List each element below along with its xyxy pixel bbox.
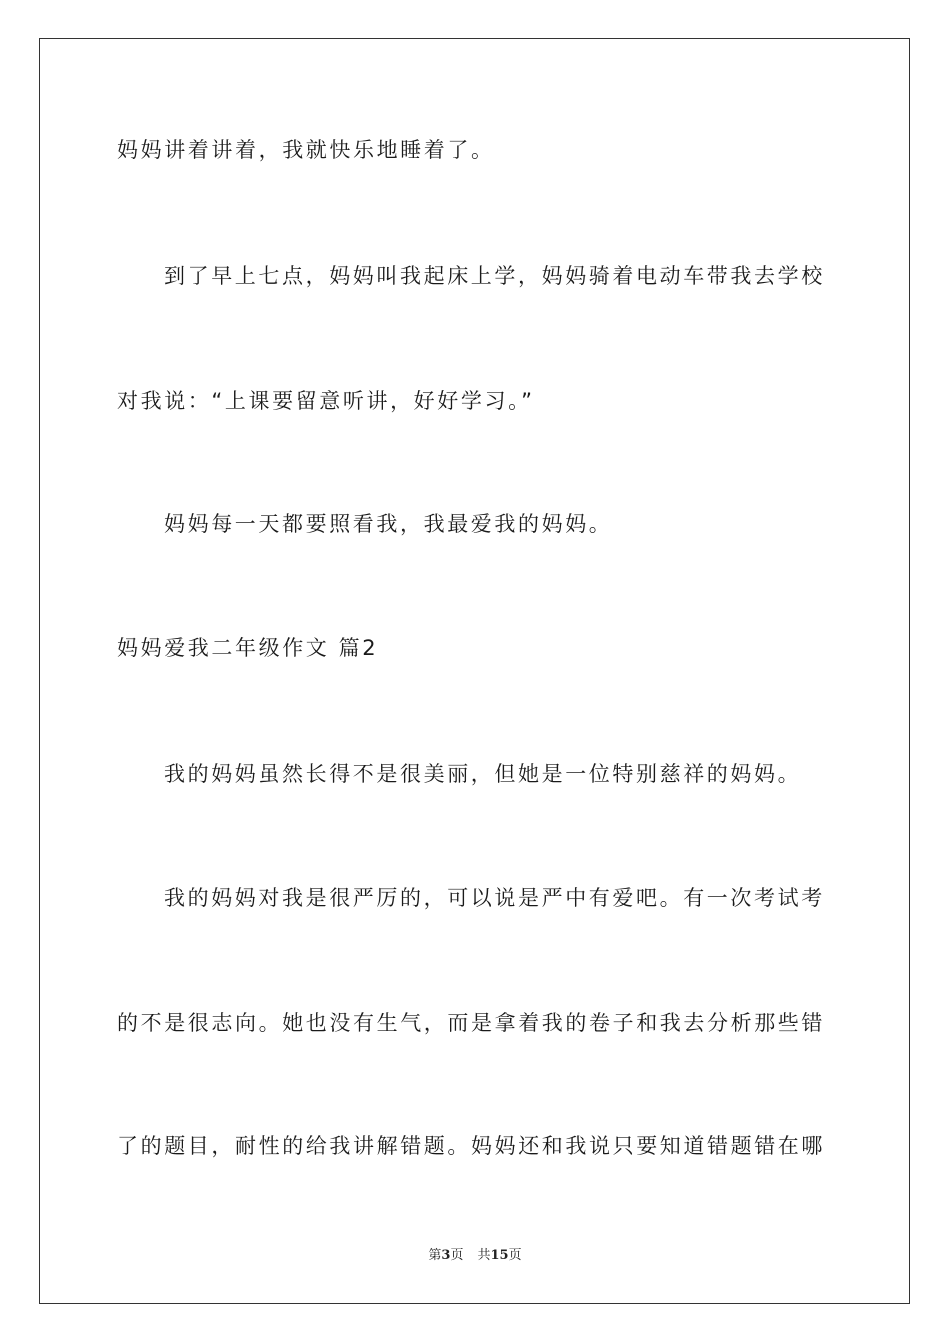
page-footer (0, 1247, 950, 1265)
text-line: 妈妈讲着讲着，我就快乐地睡着了。 (117, 138, 495, 162)
text-line: 到了早上七点，妈妈叫我起床上学，妈妈骑着电动车带我去学校 (164, 264, 825, 288)
footer-page-current: 3 (441, 1248, 451, 1263)
footer-page-total: 15 (490, 1248, 509, 1263)
footer-total-suffix: 页 (508, 1248, 522, 1263)
section-heading: 妈妈爱我二年级作文 篇2 (117, 636, 379, 660)
footer-page-suffix: 页 (450, 1248, 464, 1263)
footer-total-prefix: 共 (477, 1248, 491, 1263)
text-line: 了的题目，耐性的给我讲解错题。妈妈还和我说只要知道错题错在哪 (117, 1134, 825, 1158)
page-border (39, 38, 910, 1304)
text-line: 我的妈妈虽然长得不是很美丽，但她是一位特别慈祥的妈妈。 (164, 762, 802, 786)
text-line: 的不是很志向。她也没有生气，而是拿着我的卷子和我去分析那些错 (117, 1011, 825, 1035)
text-line: 对我说：“上课要留意听讲，好好学习。” (117, 389, 535, 413)
text-line: 我的妈妈对我是很严厉的，可以说是严中有爱吧。有一次考试考 (164, 886, 825, 910)
footer-page-prefix: 第 (428, 1248, 442, 1263)
text-line: 妈妈每一天都要照看我，我最爱我的妈妈。 (164, 512, 613, 536)
